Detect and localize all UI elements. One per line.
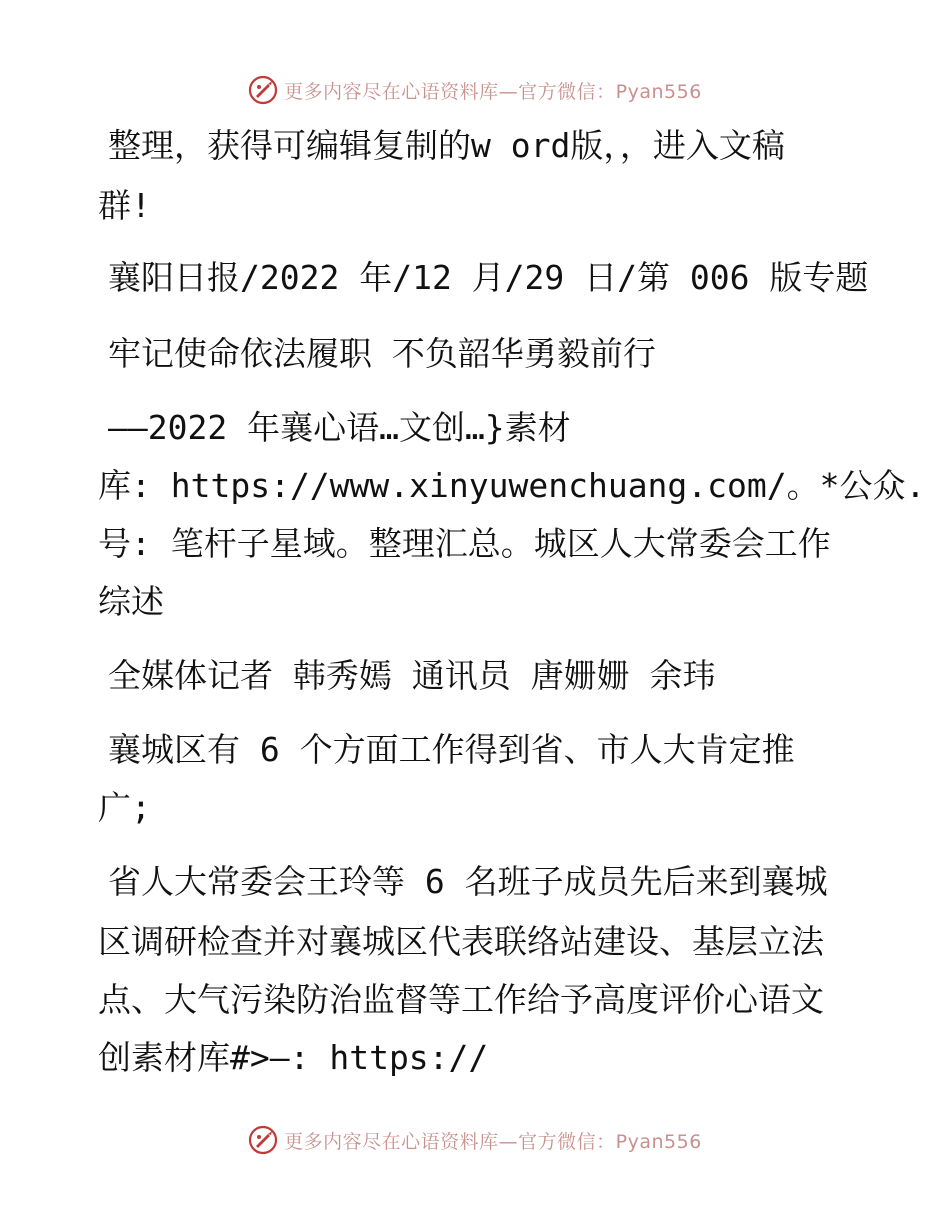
watermark-banner-top (0, 70, 950, 110)
doc-line: 区调研检查并对襄城区代表联络站建设、基层立法 (98, 922, 824, 961)
watermark-banner-bottom (0, 1120, 950, 1160)
watermark-text: 更多内容尽在心语资料库—官方微信：Pyan556 (284, 1130, 702, 1153)
doc-line: ——2022 年襄心语…文创…}素材 (108, 408, 571, 447)
doc-line: 综述 (98, 582, 164, 621)
doc-line: 整理，获得可编辑复制的w ord版，，进入文稿 (108, 126, 785, 165)
watermark-text: 更多内容尽在心语资料库—官方微信：Pyan556 (284, 80, 702, 103)
doc-line: 襄城区有 6 个方面工作得到省、市人大肯定推 (108, 730, 795, 769)
quill-seal-icon (248, 1125, 278, 1155)
doc-line: 全媒体记者 韩秀嫣 通讯员 唐姗姗 余玮 (108, 656, 716, 695)
doc-line: 点、大气污染防治监督等工作给予高度评价心语文 (98, 980, 824, 1019)
doc-line: 号: 笔杆子星域。整理汇总。城区人大常委会工作 (98, 524, 831, 563)
doc-line: 创素材库#>—: https:// (98, 1038, 489, 1077)
doc-line: 库: https://www.xinyuwenchuang.com/。*公众. (98, 466, 926, 505)
doc-line: 省人大常委会王玲等 6 名班子成员先后来到襄城 (108, 862, 828, 901)
doc-line: 广; (98, 788, 151, 827)
doc-line: 襄阳日报/2022 年/12 月/29 日/第 006 版专题 (108, 258, 869, 297)
doc-line: 牢记使命依法履职 不负韶华勇毅前行 (108, 334, 656, 373)
quill-seal-icon (248, 75, 278, 105)
doc-line: 群! (98, 186, 151, 225)
